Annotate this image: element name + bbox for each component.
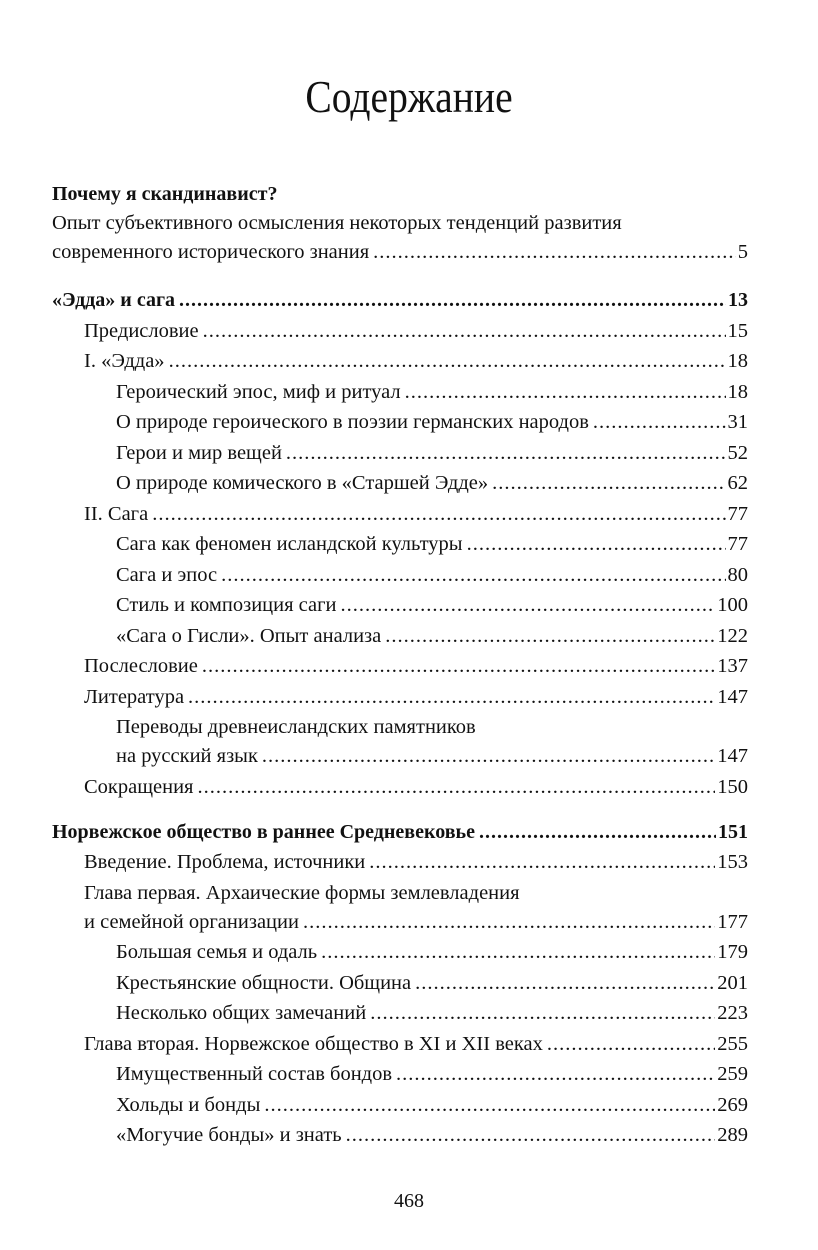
toc-page-number: 137 [717, 655, 748, 677]
toc-page-number: 153 [717, 851, 748, 873]
toc-item[interactable] [52, 683, 748, 712]
leader-dots [370, 999, 715, 1028]
toc-page-number: 151 [718, 820, 748, 843]
toc-page-number: 13 [728, 289, 748, 311]
toc-item-text: Введение. Проблема, источники [84, 851, 366, 873]
leader-dots [385, 622, 715, 651]
toc-page-number: 255 [717, 1032, 748, 1055]
toc-item-text: I. «Эдда» [84, 350, 165, 372]
toc-page-number: 5 [737, 241, 748, 263]
toc-page-number: 77 [727, 533, 748, 555]
toc-item[interactable] [52, 652, 748, 681]
toc-page-number: 201 [717, 971, 748, 994]
leader-dots [221, 561, 725, 590]
toc-page-number: 179 [717, 941, 748, 963]
toc-item[interactable] [52, 999, 748, 1028]
leader-dots [547, 1030, 715, 1059]
toc-item[interactable] [52, 713, 748, 771]
toc-item-text: «Сага о Гисли». Опыт анализа [116, 624, 382, 647]
toc-item[interactable] [52, 561, 748, 590]
leader-dots [492, 469, 725, 498]
toc-section-title: «Эдда» и сага [52, 289, 176, 311]
toc-item-text: О природе героического в поэзии германских народов [116, 411, 589, 433]
toc-item[interactable] [52, 378, 748, 407]
toc-item[interactable] [52, 969, 748, 998]
toc-item-text: Стиль и композиция саги [116, 594, 337, 616]
leader-dots [341, 591, 716, 620]
leader-dots [203, 317, 726, 346]
toc-item[interactable] [52, 347, 748, 376]
toc-item-text: Послесловие [84, 655, 198, 677]
toc-item[interactable] [52, 530, 748, 559]
toc-item-text: Имущественный состав бондов [116, 1063, 393, 1085]
leader-dots [179, 286, 726, 315]
toc-item[interactable] [52, 773, 748, 802]
toc-item[interactable] [52, 938, 748, 967]
toc-intro-heading: Почему я скандинавист? [52, 183, 278, 205]
toc-page-number: 18 [727, 350, 748, 372]
toc-item-text: Хольды и бонды [116, 1093, 261, 1116]
leader-dots [188, 683, 715, 712]
toc-item-text: на русский язык [116, 745, 258, 767]
leader-dots [152, 500, 725, 529]
toc-intro[interactable] [52, 180, 748, 267]
leader-dots [262, 742, 715, 771]
leader-dots [405, 378, 726, 407]
toc-page-number: 52 [727, 441, 748, 464]
leader-dots [396, 1060, 715, 1089]
leader-dots [467, 530, 726, 559]
page-title: Содержание [305, 71, 513, 122]
toc-item[interactable] [52, 622, 748, 651]
toc-page-number: 77 [727, 502, 748, 525]
table-of-contents [52, 180, 748, 1150]
toc-item[interactable] [52, 469, 748, 498]
toc-page-number: 31 [727, 411, 748, 433]
leader-dots [479, 818, 716, 847]
toc-intro-line1: Опыт субъективного осмысления некоторых тенденций развития [52, 212, 622, 234]
toc-page-number: 80 [727, 563, 748, 586]
toc-item-text: II. Сага [84, 502, 149, 525]
toc-item[interactable] [52, 1060, 748, 1089]
toc-page-number: 122 [717, 624, 748, 647]
toc-page-number: 223 [717, 1002, 748, 1024]
toc-page-number: 259 [717, 1063, 748, 1085]
toc-item-text: Героический эпос, миф и ритуал [116, 380, 401, 403]
toc-page-number: 147 [717, 685, 748, 708]
toc-item-text: Литература [84, 685, 185, 708]
toc-page-number: 289 [717, 1124, 748, 1146]
leader-dots [369, 848, 715, 877]
toc-page-number: 18 [727, 380, 748, 403]
leader-dots [264, 1091, 715, 1120]
toc-item-text: «Могучие бонды» и знать [116, 1124, 342, 1146]
toc-item-text: и семейной организации [84, 910, 299, 933]
leader-dots [373, 238, 736, 267]
toc-item-text: О природе комического в «Старшей Эдде» [116, 472, 489, 494]
toc-item-text: Сокращения [84, 775, 194, 798]
leader-dots [202, 652, 715, 681]
toc-item[interactable] [52, 439, 748, 468]
leader-dots [303, 908, 715, 937]
toc-item[interactable] [52, 1091, 748, 1120]
toc-item[interactable] [52, 408, 748, 437]
toc-page-number: 177 [717, 910, 748, 933]
toc-item-text: Несколько общих замечаний [116, 1002, 367, 1024]
leader-dots [286, 439, 726, 468]
toc-section-title: Норвежское общество в раннее Средневековье [52, 820, 475, 843]
toc-page-number: 100 [717, 594, 748, 616]
leader-dots [415, 969, 715, 998]
toc-page-number: 15 [727, 319, 748, 342]
toc-page-number: 269 [717, 1093, 748, 1116]
leader-dots [321, 938, 715, 967]
leader-dots [593, 408, 726, 437]
toc-item[interactable] [52, 591, 748, 620]
toc-intro-line2: современного исторического знания [52, 241, 370, 263]
toc-page-number: 147 [717, 745, 748, 767]
toc-page-number: 150 [717, 775, 748, 798]
toc-item-text: Герои и мир вещей [116, 441, 282, 464]
leader-dots [198, 773, 716, 802]
toc-item[interactable] [52, 1121, 748, 1150]
toc-item[interactable] [52, 1030, 748, 1059]
leader-dots [346, 1121, 716, 1150]
leader-dots [169, 347, 726, 376]
toc-item-text: Большая семья и одаль [116, 941, 318, 963]
toc-item-text: Предисловие [84, 319, 199, 342]
toc-item-text-line1: Глава первая. Архаические формы землевладения [84, 881, 520, 904]
toc-page-number: 62 [727, 472, 748, 494]
toc-item[interactable] [52, 500, 748, 529]
toc-section-norway[interactable] [52, 818, 748, 847]
toc-item[interactable] [52, 317, 748, 346]
toc-item[interactable] [52, 848, 748, 877]
toc-section-edda[interactable] [52, 286, 748, 315]
toc-item-text: Сага как феномен исландской культуры [116, 533, 463, 555]
toc-item-text: Глава вторая. Норвежское общество в XI и XII веках [84, 1032, 543, 1055]
page-number: 468 [394, 1190, 424, 1212]
toc-item-text-line1: Переводы древнеисландских памятников [116, 716, 476, 738]
toc-item-text: Сага и эпос [116, 563, 218, 586]
toc-item-text: Крестьянские общности. Община [116, 971, 412, 994]
toc-item[interactable] [52, 879, 748, 937]
